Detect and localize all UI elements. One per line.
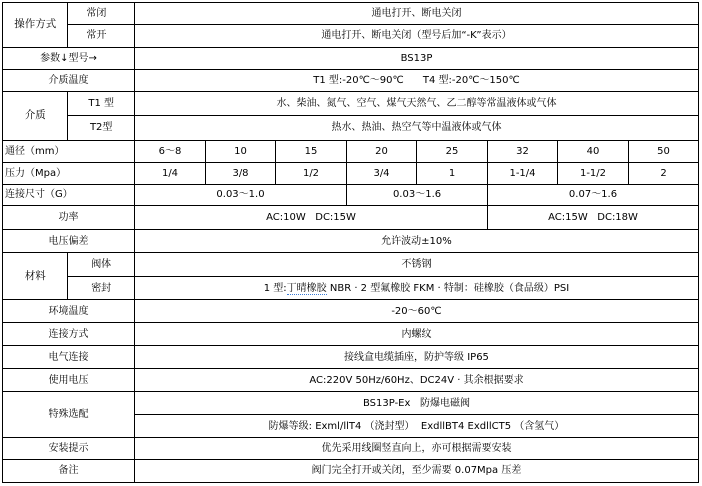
material-body-value: 不锈钢 [134,253,698,277]
bore-value: 32 [488,140,558,162]
pressure-value: 3/8 [206,162,276,184]
operation-label: 操作方式 [3,3,68,48]
connection-size-value: 0.03～1.0 [134,184,346,206]
ambient-temp-value: -20～60℃ [134,300,698,323]
seal-nbr: 丁晴橡胶 [286,282,327,294]
pressure-value: 1/2 [275,162,346,184]
normally-open-value: 通电打开、断电关闭（型号后加“-K”表示） [134,24,698,47]
material-body-label: 阀体 [68,253,135,277]
pressure-value: 1-1/2 [557,162,628,184]
pressure-value: 3/4 [347,162,417,184]
bore-value: 6～8 [134,140,205,162]
pressure-value: 1-1/4 [488,162,558,184]
medium-temp-label: 介质温度 [3,69,135,91]
material-label: 材料 [3,253,68,300]
medium-temp-value [134,69,698,91]
bore-value: 20 [347,140,417,162]
operating-voltage-value: AC:220V 50Hz/60Hz、DC24V · 其余根据要求 [134,369,698,392]
connection-size-label: 连接尺寸（G） [3,184,135,206]
model-label: 参数↓型号→ [3,47,135,69]
normally-open-label: 常开 [68,24,135,47]
medium-t2-label: T2型 [68,115,135,140]
bore-label: 通径（mm） [3,140,135,162]
medium-temp-t1: T1 型:-20℃～90℃ [313,74,404,86]
medium-t1-value: 水、柴油、氮气、空气、煤气天然气、乙二醇等常温液体或气体 [134,91,698,115]
medium-t1-label: T1 型 [68,91,135,115]
spec-table [2,2,699,483]
seal-rest: NBR · 2 型氟橡胶 FKM · 特制：硅橡胶（食品级）PSI [326,282,570,294]
special-model: BS13P-Ex 防爆电磁阀 [134,392,698,415]
pressure-value: 1 [416,162,487,184]
medium-temp-t4: T4 型:-20℃～150℃ [422,74,520,86]
special-label: 特殊选配 [3,392,135,438]
bore-value: 15 [275,140,346,162]
install-value: 优先采用线圈竖直向上，亦可根据需要安装 [134,438,698,460]
power-label: 功率 [3,206,135,230]
power-small: AC:10W DC:15W [134,206,487,230]
normally-closed-value: 通电打开、断电关闭 [134,3,698,25]
remark-label: 备注 [3,459,135,482]
seal-prefix: 1 型: [263,282,287,294]
material-seal-label: 密封 [68,277,135,300]
material-seal-value [134,277,698,300]
bore-value: 40 [557,140,628,162]
voltage-tolerance-label: 电压偏差 [3,230,135,253]
install-label: 安装提示 [3,438,135,460]
connection-type-value: 内螺纹 [134,323,698,346]
power-large: AC:15W DC:18W [488,206,699,230]
connection-size-value: 0.03～1.6 [347,184,488,206]
pressure-value: 2 [629,162,699,184]
special-grade: 防爆等级: Exml/llT4 （浇封型） ExdllBT4 ExdllCT5 （含氢气） [134,415,698,438]
connection-type-label: 连接方式 [3,323,135,346]
pressure-value: 1/4 [134,162,205,184]
bore-value: 10 [206,140,276,162]
medium-t2-value: 热水、热油、热空气等中温液体或气体 [134,115,698,140]
operating-voltage-label: 使用电压 [3,369,135,392]
bore-value: 25 [416,140,487,162]
ambient-temp-label: 环境温度 [3,300,135,323]
normally-closed-label: 常闭 [68,3,135,25]
electrical-label: 电气连接 [3,346,135,369]
voltage-tolerance-value: 允许波动±10% [134,230,698,253]
model-value: BS13P [134,47,698,69]
bore-value: 50 [629,140,699,162]
remark-value: 阀门完全打开或关闭，至少需要 0.07Mpa 压差 [134,459,698,482]
connection-size-value: 0.07～1.6 [488,184,699,206]
pressure-label: 压力（Mpa） [3,162,135,184]
medium-label: 介质 [3,91,68,140]
electrical-value: 接线盒电缆插座，防护等级 IP65 [134,346,698,369]
